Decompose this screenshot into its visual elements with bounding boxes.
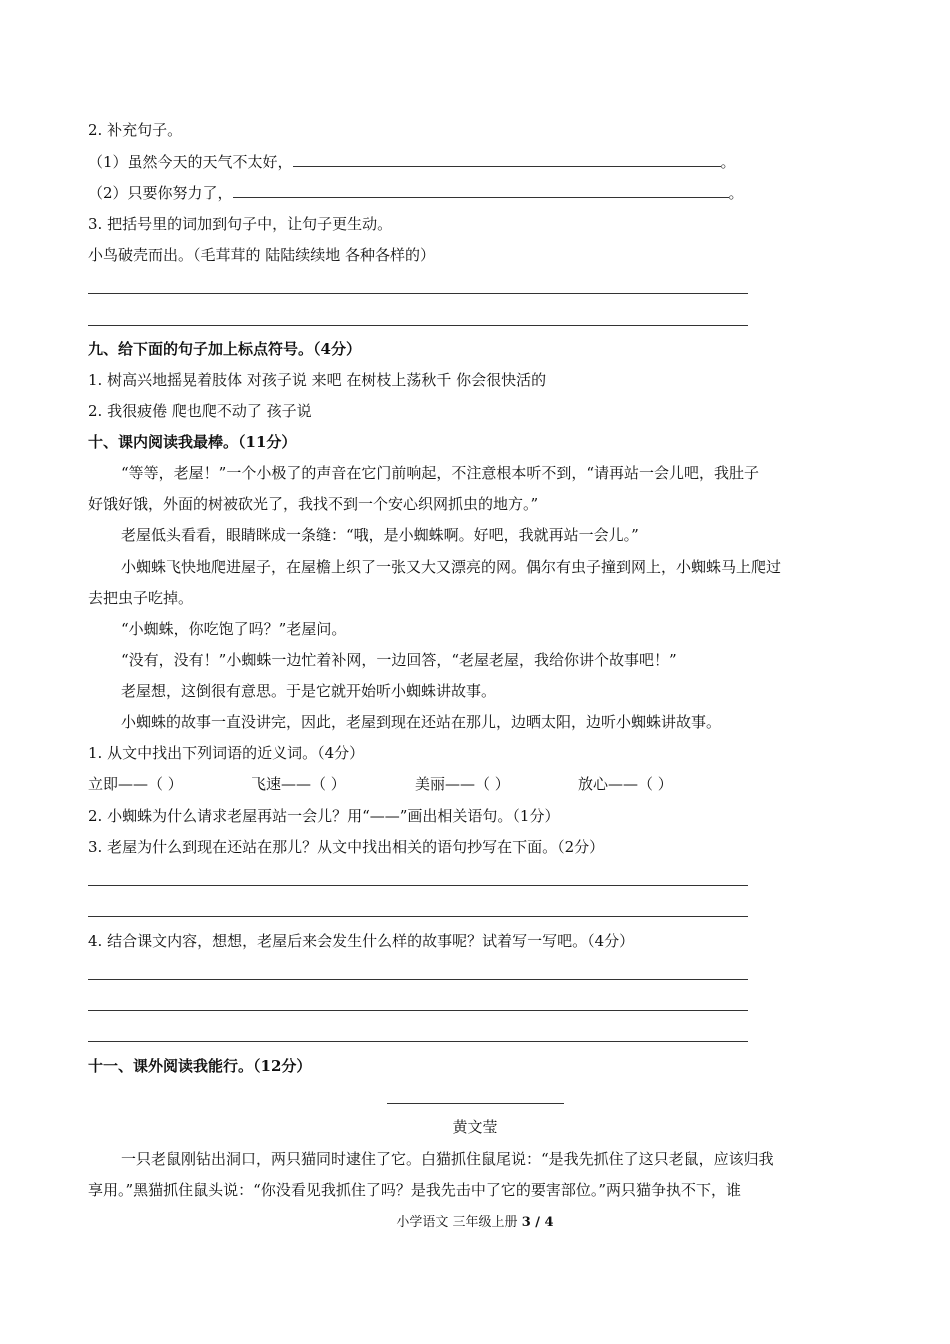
page-footer <box>0 1213 950 1233</box>
q3-label: 3. 把括号里的词加到句子中，让句子更生动。 <box>88 215 393 233</box>
q2-a-blank[interactable] <box>293 152 721 167</box>
passage-paragraph: 小蜘蛛的故事一直没讲完，因此，老屋到现在还站在那儿，边晒太阳，边听小蜘蛛讲故事。 <box>121 713 722 731</box>
section-9-heading: 九、给下面的句子加上标点符号。（4分） <box>88 340 361 358</box>
reading-q3: 3. 老屋为什么到现在还站在那儿？从文中找出相关的语句抄写在下面。（2分） <box>88 838 605 856</box>
answer-line[interactable] <box>88 979 748 980</box>
punctuation-sentence-1: 1. 树高兴地摇晃着肢体 对孩子说 来吧 在树枝上荡秋千 你会很快活的 <box>88 371 547 389</box>
passage-paragraph: 老屋想，这倒很有意思。于是它就开始听小蜘蛛讲故事。 <box>121 682 497 700</box>
footer-subject: 小学语文 三年级上册 <box>396 1215 518 1230</box>
q2-a-suffix: 。 <box>720 153 736 171</box>
passage-paragraph: 老屋低头看看，眼睛眯成一条缝：“哦，是小蜘蛛啊。好吧，我就再站一会儿。” <box>121 526 639 544</box>
punctuation-sentence-2: 2. 我很疲倦 爬也爬不动了 孩子说 <box>88 402 312 420</box>
page-number: 3 / 4 <box>521 1215 554 1230</box>
reading-q4: 4. 结合课文内容，想想，老屋后来会发生什么样的故事呢？试着写一写吧。（4分） <box>88 932 635 950</box>
q2-label: 2. 补充句子。 <box>88 121 183 139</box>
synonym-item[interactable]: 立即——（ ） <box>88 775 183 793</box>
passage-paragraph-cont: 去把虫子吃掉。 <box>88 589 194 607</box>
answer-line[interactable] <box>88 885 748 886</box>
reading-q1: 1. 从文中找出下列词语的近义词。（4分） <box>88 744 365 762</box>
q2-b-blank[interactable] <box>233 183 729 198</box>
answer-line[interactable] <box>88 1041 748 1042</box>
synonym-item[interactable]: 美丽——（ ） <box>415 775 510 793</box>
q2-b-suffix: 。 <box>728 184 744 202</box>
reading-q2: 2. 小蜘蛛为什么请求老屋再站一会儿？用“——”画出相关语句。（1分） <box>88 807 560 825</box>
extra-passage-paragraph-cont: 享用。”黑猫抓住鼠头说：“你没看见我抓住了吗？是我先击中了它的要害部位。”两只猫争执不下，谁 <box>88 1181 742 1199</box>
section-10-heading: 十、课内阅读我最棒。（11分） <box>88 433 297 451</box>
article-author: 黄文莹 <box>452 1118 498 1136</box>
passage-paragraph: “等等，老屋！”一个小极了的声音在它门前响起，不注意根本听不到，“请再站一会儿吧，我肚子 <box>121 464 760 482</box>
q2-a-item <box>88 152 736 172</box>
answer-line[interactable] <box>88 916 748 917</box>
extra-passage-paragraph: 一只老鼠刚钻出洞口，两只猫同时逮住了它。白猫抓住鼠尾说：“是我先抓住了这只老鼠，应该归我 <box>121 1150 774 1168</box>
passage-paragraph: 小蜘蛛飞快地爬进屋子，在屋檐上织了一张又大又漂亮的网。偶尔有虫子撞到网上，小蜘蛛马上爬过 <box>121 558 782 576</box>
q3-sentence: 小鸟破壳而出。（毛茸茸的 陆陆续续地 各种各样的） <box>88 246 436 264</box>
q2-a-prefix: （1）虽然今天的天气不太好， <box>88 153 293 171</box>
synonym-item[interactable]: 飞速——（ ） <box>251 775 346 793</box>
answer-line[interactable] <box>88 325 748 326</box>
title-blank[interactable] <box>387 1103 564 1104</box>
synonym-item[interactable]: 放心——（ ） <box>578 775 673 793</box>
passage-paragraph: “没有，没有！”小蜘蛛一边忙着补网，一边回答，“老屋老屋，我给你讲个故事吧！” <box>121 651 677 669</box>
answer-line[interactable] <box>88 1010 748 1011</box>
q2-b-prefix: （2）只要你努力了， <box>88 184 233 202</box>
passage-paragraph-cont: 好饿好饿，外面的树被砍光了，我找不到一个安心织网抓虫的地方。” <box>88 495 539 513</box>
section-11-heading: 十一、课外阅读我能行。（12分） <box>88 1057 312 1075</box>
answer-line[interactable] <box>88 293 748 294</box>
q2-b-item <box>88 183 744 203</box>
passage-paragraph: “小蜘蛛，你吃饱了吗？”老屋问。 <box>121 620 347 638</box>
